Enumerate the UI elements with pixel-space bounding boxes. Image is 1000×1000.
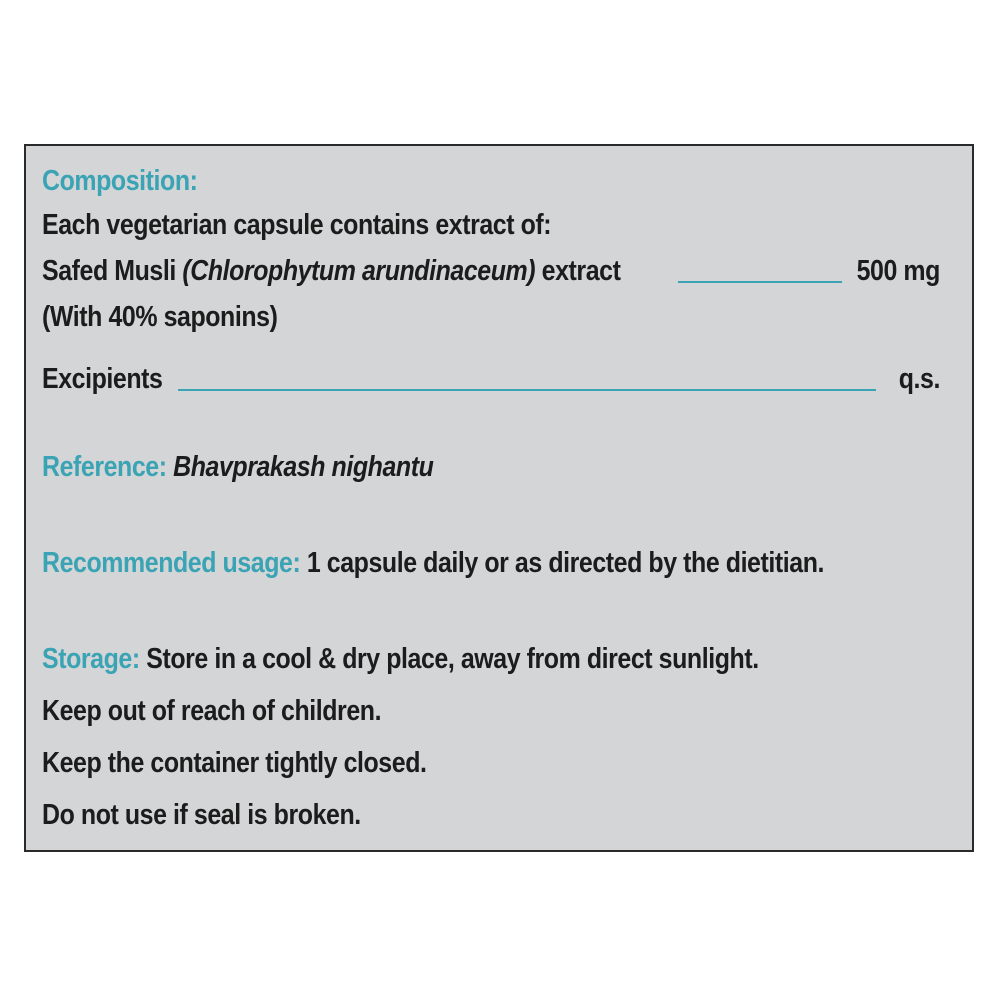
- usage-text: 1 capsule daily or as directed by the dietitian.: [306, 547, 824, 579]
- ingredient-amount: 500 mg: [856, 255, 940, 287]
- excipients-leader-rule: [178, 389, 876, 391]
- warning-seal: Do not use if seal is broken.: [42, 799, 361, 831]
- reference-text: Bhavprakash nighantu: [173, 451, 434, 483]
- ingredient-suffix: extract: [541, 255, 621, 287]
- warning-children: Keep out of reach of children.: [42, 695, 382, 727]
- composition-heading: Composition:: [42, 165, 198, 197]
- excipients-label: Excipients: [42, 363, 163, 395]
- ingredient-note: (With 40% saponins): [42, 301, 278, 333]
- ingredient-name: Safed Musli: [42, 255, 176, 287]
- composition-intro: Each vegetarian capsule contains extract of:: [42, 209, 552, 241]
- reference-line: [42, 450, 433, 484]
- usage-line: [42, 546, 824, 580]
- storage-text: Store in a cool & dry place, away from direct sunlight.: [146, 643, 759, 675]
- warning-container: Keep the container tightly closed.: [42, 747, 427, 779]
- excipients-amount: q.s.: [898, 363, 940, 395]
- ingredient-leader-rule: [678, 281, 842, 283]
- reference-heading: Reference:: [42, 451, 167, 483]
- product-label-panel: [24, 144, 974, 852]
- storage-line: [42, 642, 759, 676]
- ingredient-botanical-name: (Chlorophytum arundinaceum): [182, 255, 536, 287]
- ingredient-line: [42, 254, 620, 288]
- storage-heading: Storage:: [42, 643, 140, 675]
- usage-heading: Recommended usage:: [42, 547, 301, 579]
